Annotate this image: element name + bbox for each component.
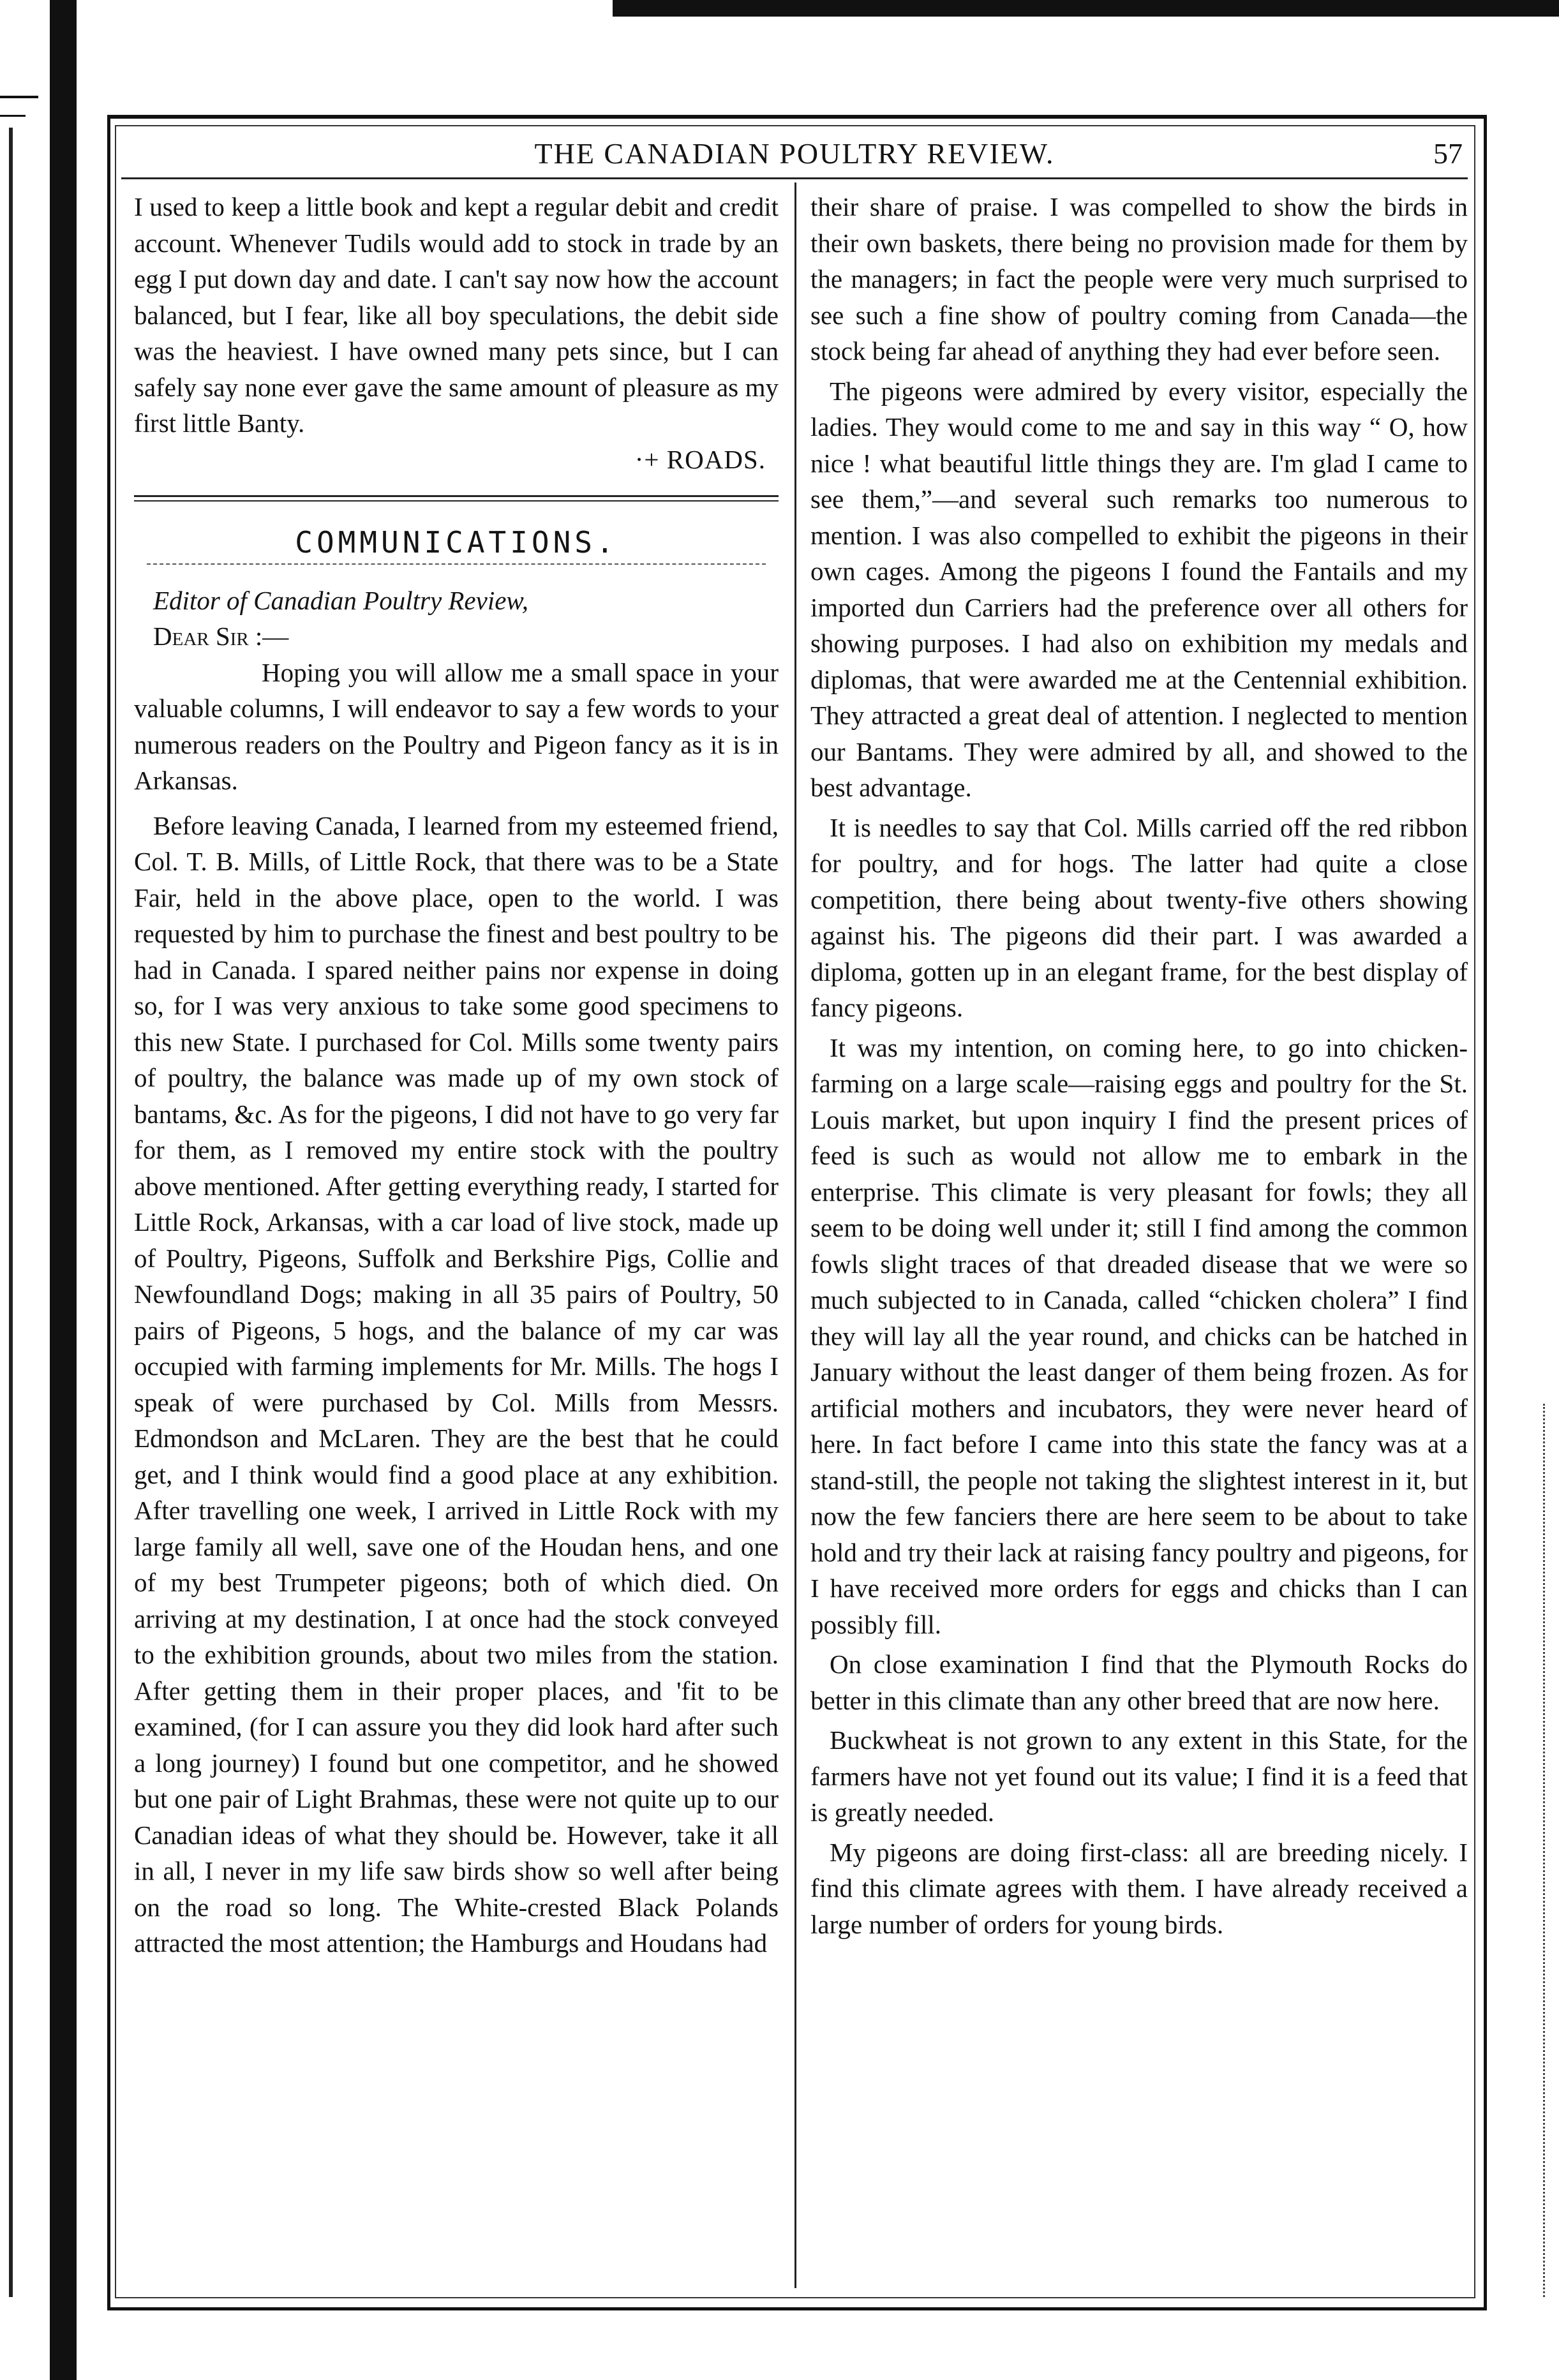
scan-top-edge — [613, 0, 1559, 17]
paragraph: It is needles to say that Col. Mills carried off the red ribbon for poultry, and for hogs. The latter had quite a close competition, there being about twenty-five others showing against his. The pigeons did their part. I was awarded a diploma, gotten up in an elegant frame, for the best display of fancy pigeons. — [810, 812, 1468, 1022]
left-column — [134, 189, 779, 1961]
paragraph: Buckwheat is not grown to any extent in this State, for the farmers have not yet found out its value; I find it is a feed that is greatly needed. — [810, 1725, 1468, 1827]
paragraph: It was my intention, on coming here, to go into chicken-farming on a large scale—raising eggs and poultry for the St. Louis market, but upon inquiry I find the present prices of feed is such as would not allow me to embark in the enterprise. This climate is very pleasant for fowls; they all seem to be doing well under it; still I find among the common fowls slight traces of that dreaded disease that we were so much subjected to in Canada, called “chicken cholera” I find they will lay all the year round, and chicks can be hatched in January without the least danger of them being frozen. As for artificial mothers and incubators, they were never heard of here. In fact before I came into this state the fancy was at a stand-still, the people not taking the slightest interest in it, but now the few fanciers there are here seem to be about to take hold and try their lack at raising fancy poultry and pigeons, for I have received more orders for eggs and chicks than I can possibly fill. — [810, 1032, 1468, 1639]
paragraph: My pigeons are doing first-class: all are breeding nicely. I find this climate agrees with them. I have already received a large number of orders for young birds. — [810, 1837, 1468, 1939]
signature: ·+ ROADS. — [634, 444, 766, 474]
salutation — [134, 618, 779, 655]
paragraph: I used to keep a little book and kept a regular debit and credit account. Whenever Tudils would add to stock in trade by an egg I put down day and date. I can't say now how the account balanced, but I fear, like all boy speculations, the debit side was the heaviest. I have owned many pets since, but I can safely say none ever gave the same amount of pleasure as my first little Banty. — [134, 192, 779, 438]
page-title: THE CANADIAN POULTRY REVIEW. — [534, 137, 1055, 170]
column-divider — [794, 182, 796, 2288]
section-heading: COMMUNICATIONS. — [295, 525, 618, 560]
scan-edge-mark — [0, 115, 26, 117]
paragraph: Before leaving Canada, I learned from my esteemed friend, Col. T. B. Mills, of Little Rock, that there was to be a State Fair, held in the above place, open to the world. I was requested by him to purchase the finest and best poultry to be had in Canada. I spared neither pains nor expense in doing so, for I was very anxious to take some good specimens to this new State. I purchased for Col. Mills some twenty pairs of poultry, the balance was made up of my own stock of bantams, &c. As for the pigeons, I did not have to go very far for them, as I removed my entire stock with the poultry above mentioned. After getting everything ready, I started for Little Rock, Arkansas, with a car load of live stock, made up of Poultry, Pigeons, Suffolk and Berkshire Pigs, Collie and Newfoundland Dogs; making in all 35 pairs of Poultry, 50 pairs of Pigeons, 5 hogs, and the balance of my car was occupied with farming implements for Mr. Mills. The hogs I speak of were purchased by Col. Mills from Messrs. Edmondson and McLaren. They are the best that he could get, and I think would find a good place at any exhibition. After travelling one week, I arrived in Little Rock with my large family all well, save one of the Houdan hens, and one of my best Trumpeter pigeons; both of which died. On arriving at my destination, I at once had the stock conveyed to the exhibition grounds, about two miles from the station. After getting them in their proper places, and 'fit to be examined, (for I can assure you they did look hard after such a long journey) I found but one competitor, and he showed but one pair of Light Brahmas, these were not quite up to our Canadian ideas of what they should be. However, take it all in all, I never in my life saw birds show so well after being on the road so long. The White-crested Black Polands attracted the most attention; the Hamburgs and Houdans had — [134, 810, 779, 1958]
paragraph: On close examination I find that the Plymouth Rocks do better in this climate than any other breed that are now here. — [810, 1649, 1468, 1715]
section-rule — [134, 495, 779, 502]
scan-edge-dots — [1543, 1404, 1554, 2297]
paragraph: Hoping you will allow me a small space in your valuable columns, I will endeavor to say a few words to your numerous readers on the Poultry and Pigeon fancy as it is in Arkansas. — [134, 657, 779, 795]
paragraph: The pigeons were admired by every visitor, especially the ladies. They would come to me and say in this way “ O, how nice ! what beautiful little things they are. I'm glad I came to see them,”—and several such remarks too numerous to mention. I was also compelled to exhibit the pigeons in their own cages. Among the pigeons I found the Fantails and my imported dun Carriers had the preference over all others for showing purposes. I had also on exhibition my medals and diplomas, that were awarded me at the Centennial exhibition. They attracted a great deal of attention. I neglected to mention our Bantams. They were admired by all, and showed to the best advantage. — [810, 376, 1468, 802]
section-divider — [147, 563, 766, 565]
scan-edge-mark — [0, 96, 38, 98]
running-header — [121, 133, 1468, 179]
page-number: 57 — [1433, 137, 1463, 170]
scan-edge-bar — [50, 0, 77, 2380]
paragraph: their share of praise. I was compelled to show the birds in their own baskets, there being no provision made for them by the managers; in fact the people were very much surprised to see such a fine show of poultry coming from Canada—the stock being far ahead of anything they had ever before seen. — [810, 192, 1468, 366]
salutation-text: Dear Sir :— — [153, 621, 289, 651]
scan-edge-line — [9, 128, 13, 2297]
right-column — [810, 189, 1468, 1942]
addressee-line: Editor of Canadian Poultry Review, — [153, 585, 528, 615]
